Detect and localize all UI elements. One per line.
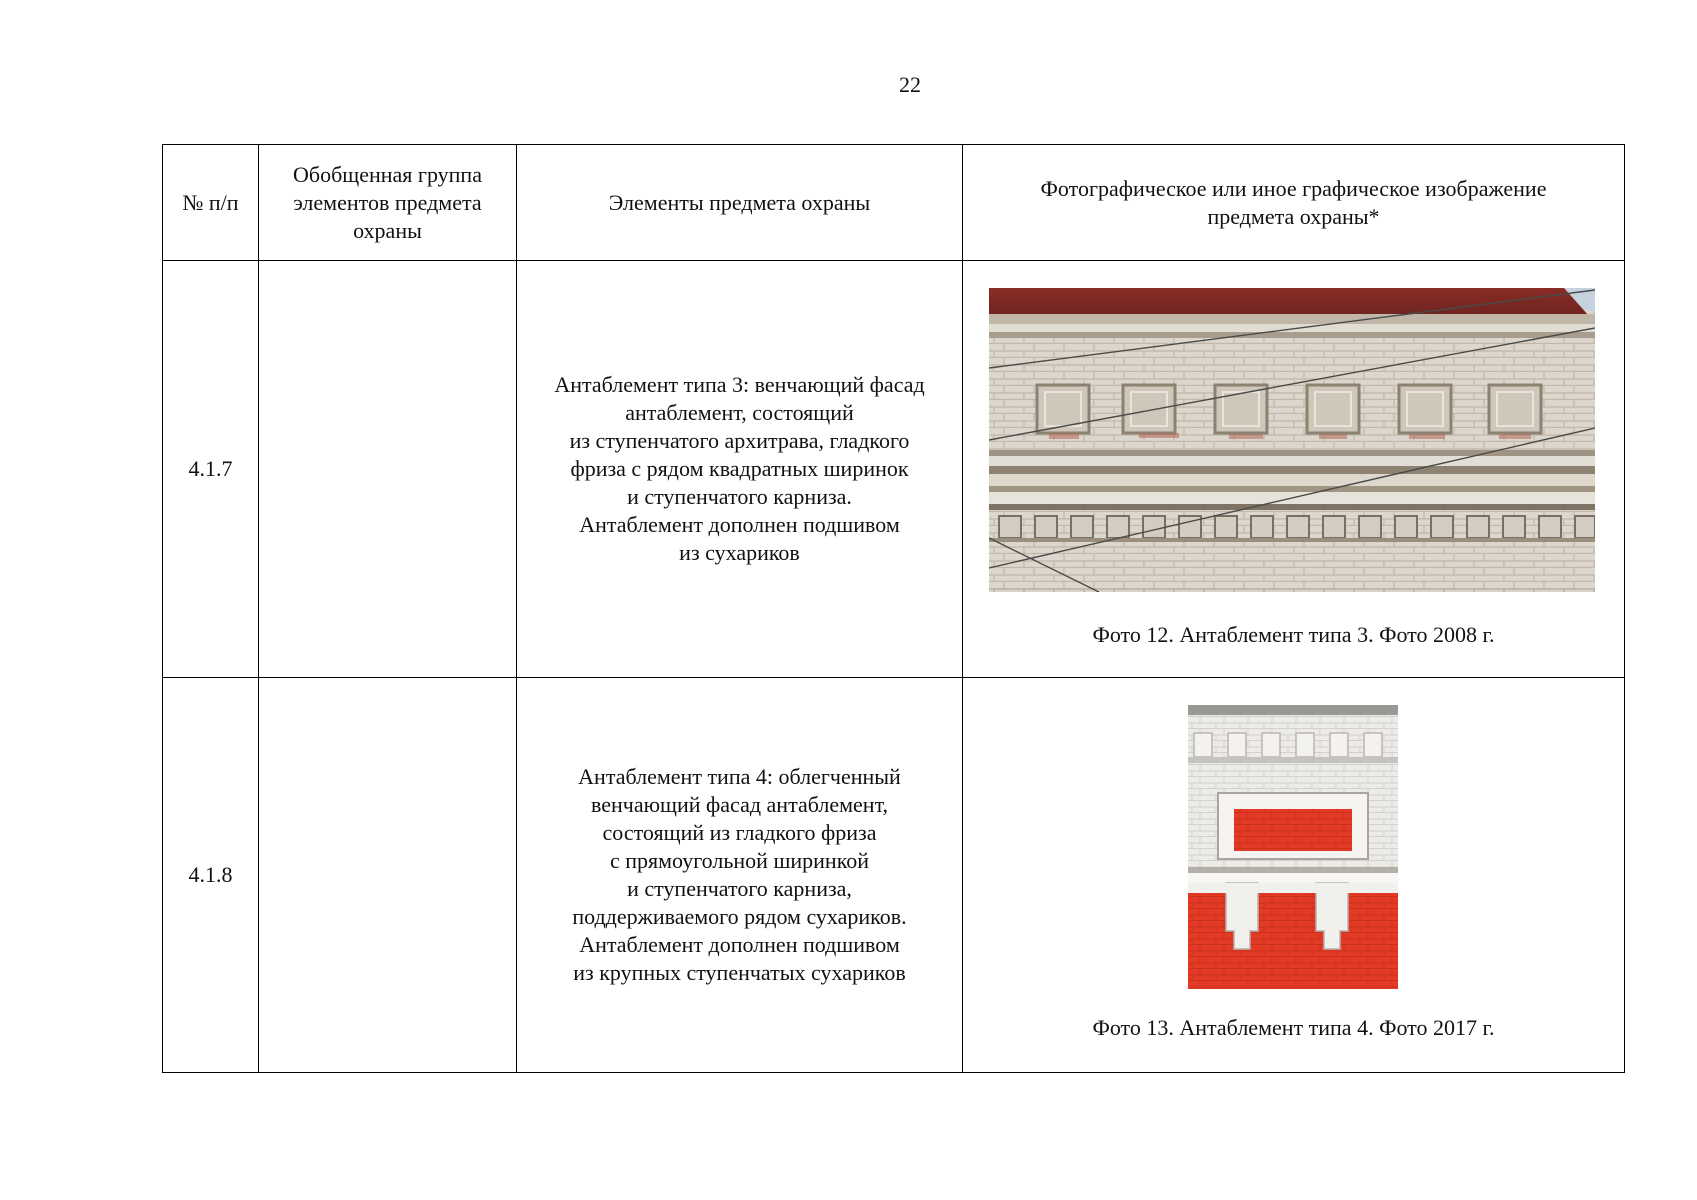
header-number: № п/п (163, 145, 259, 261)
entablature-type4-photo (1188, 705, 1398, 989)
table-row (163, 261, 1625, 678)
header-photo: Фотографическое или иное графическое изображение предмета охраны* (963, 145, 1625, 261)
entablature-type3-photo (989, 288, 1595, 592)
row-number: 4.1.7 (163, 261, 259, 678)
row-number: 4.1.8 (163, 678, 259, 1073)
header-elements: Элементы предмета охраны (517, 145, 963, 261)
photo-caption: Фото 13. Антаблемент типа 4. Фото 2017 г. (1092, 1015, 1495, 1040)
photo-caption: Фото 12. Антаблемент типа 3. Фото 2008 г. (1092, 622, 1495, 647)
row-group (259, 261, 517, 678)
header-group: Обобщенная группа элементов предмета охраны (259, 145, 517, 261)
row-elements: Антаблемент типа 4: облегченный венчающий фасад антаблемент, состоящий из гладкого фриза с прямоугольной ширинкой и ступенчатого карниза, поддерживаемого рядом сухариков. Антаблемент дополнен подшивом из крупных ступенчатых сухариков (517, 678, 963, 1073)
page-number: 22 (899, 72, 921, 97)
row-photo-cell (963, 678, 1625, 1073)
table-header-row (163, 145, 1625, 261)
table-row (163, 678, 1625, 1073)
row-group (259, 678, 517, 1073)
row-elements: Антаблемент типа 3: венчающий фасад антаблемент, состоящий из ступенчатого архитрава, гладкого фриза с рядом квадратных ширинок и ступенчатого карниза. Антаблемент дополнен подшивом из сухариков (517, 261, 963, 678)
protection-elements-table (162, 144, 1625, 1073)
row-photo-cell (963, 261, 1625, 678)
